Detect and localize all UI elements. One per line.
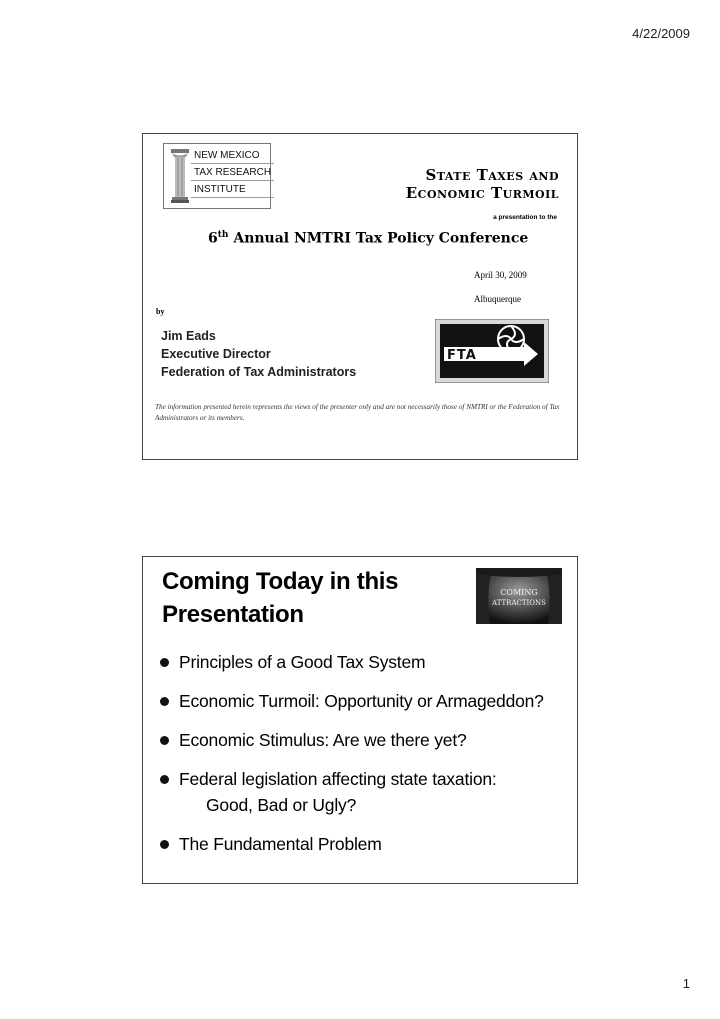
bullet-icon	[160, 840, 169, 849]
coming-attractions-image	[476, 568, 562, 624]
bullet-icon	[160, 736, 169, 745]
conference-ordinal-suffix: th	[217, 230, 229, 240]
agenda-item	[159, 649, 544, 675]
slide-agenda	[142, 556, 578, 884]
logo-line: NEW MEXICO	[191, 148, 274, 164]
fta-logo	[435, 319, 549, 383]
slide-title	[142, 133, 578, 460]
nmtri-logo	[163, 143, 271, 209]
coming-attractions-line: ATTRACTIONS	[492, 599, 546, 607]
by-label: by	[156, 307, 165, 316]
presenter-title: Executive Director	[161, 347, 271, 361]
slide1-title-line: State Taxes and	[425, 166, 559, 184]
page-number: 1	[682, 976, 690, 991]
presentation-location: Albuquerque	[474, 294, 521, 304]
agenda-item-text: The Fundamental Problem	[179, 834, 382, 854]
bullet-icon	[160, 697, 169, 706]
agenda-item-text: Economic Stimulus: Are we there yet?	[179, 730, 467, 750]
presenter-block	[161, 327, 356, 381]
presentation-date: April 30, 2009	[474, 270, 527, 280]
disclaimer: The information presented herein represents the views of the presenter only and are not necessarily those of NMTRI or the Federation of Tax Administrators or its members.	[155, 403, 560, 422]
agenda-item-text: Federal legislation affecting state taxation:	[179, 769, 497, 789]
slide2-title-line: Coming Today in this	[162, 568, 399, 595]
logo-line: TAX RESEARCH	[191, 165, 274, 181]
agenda-list	[159, 649, 544, 870]
agenda-item	[159, 727, 544, 753]
agenda-item-text: Principles of a Good Tax System	[179, 652, 426, 672]
slide2-title-line: Presentation	[162, 601, 304, 628]
presenter-organization: Federation of Tax Administrators	[161, 365, 357, 379]
presentation-note: a presentation to the	[493, 214, 557, 221]
column-icon	[171, 149, 189, 203]
agenda-item-continuation: Good, Bad or Ugly?	[206, 795, 357, 815]
conference-title: Annual NMTRI Tax Policy Conference	[233, 230, 529, 247]
slide1-title-line: Economic Turmoil	[405, 184, 559, 202]
bullet-icon	[160, 775, 169, 784]
coming-attractions-line: COMING	[500, 588, 538, 597]
bullet-icon	[160, 658, 169, 667]
conference-name	[208, 230, 528, 247]
fta-logo-text: FTA	[447, 348, 477, 363]
agenda-item	[159, 688, 544, 714]
agenda-item-text: Economic Turmoil: Opportunity or Armageddon?	[179, 691, 544, 711]
slide1-title	[406, 166, 559, 202]
agenda-item	[159, 766, 544, 818]
presenter-name: Jim Eads	[161, 329, 216, 343]
logo-line: INSTITUTE	[191, 182, 274, 198]
slide2-title	[162, 565, 398, 631]
conference-ordinal: 6	[208, 230, 218, 247]
header-date: 4/22/2009	[632, 26, 690, 41]
agenda-item	[159, 831, 544, 857]
